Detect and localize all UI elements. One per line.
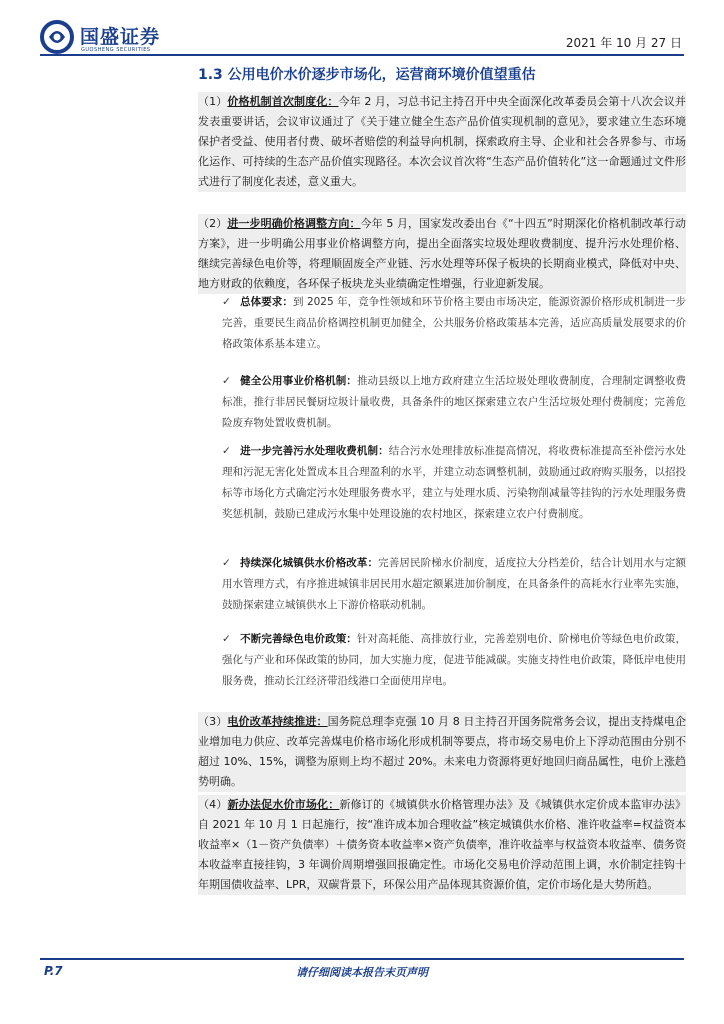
paragraph-price-mechanism bbox=[198, 92, 686, 192]
logo-emblem-icon bbox=[40, 20, 74, 54]
footer-disclaimer: 请仔细阅读本报告末页声明 bbox=[296, 966, 428, 979]
bullet-heading: 总体要求： bbox=[240, 296, 293, 308]
bullet-body: 针对高耗能、高排放行业，完善差别电价、阶梯电价等绿色电价政策，强化与产业和环保政策的协同，加大实施力度，促进节能减碳。实施支持性电价政策，降低岸电使用服务费，推动长江经济带沿线港口全面使用岸电。 bbox=[222, 633, 687, 687]
paragraph-body: 今年 5 月，国家发改委出台《“十四五”时期深化价格机制改革行动方案》，进一步明确公用事业价格调整方向，提出全面落实垃圾处理收费制度、提升污水处理价格、继续完善绿色电价等，将理顺固废全产业链、污水处理等环保子板块的长期商业模式，降低对中央、地方财政的依赖度，各环保子板块龙头业绩确定性增强，行业迎新发展。 bbox=[198, 217, 687, 290]
checkmark-icon: ✓ bbox=[222, 445, 231, 457]
paragraph-electricity-reform bbox=[198, 712, 686, 792]
bullet-water-price-reform bbox=[222, 553, 686, 616]
checkmark-icon: ✓ bbox=[222, 375, 231, 387]
report-date: 2021 年 10 月 27 日 bbox=[565, 36, 682, 50]
paragraph-body: 今年 2 月，习总书记主持召开中央全面深化改革委员会第十八次会议并发表重要讲话，会议审议通过了《关于建立健全生态产品价值实现机制的意见》，要求建立生态环境保护者受益、使用者付费、破坏者赔偿的利益导向机制，探索政府主导、企业和社会各界参与、市场化运作、可持续的生态产品价值实现路径。本次会议首次将“生态产品价值转化”这一命题通过文件形式进行了制度化表述，意义重大。 bbox=[198, 95, 686, 188]
checkmark-icon: ✓ bbox=[222, 633, 231, 645]
logo-subtext: GUOSHENG SECURITIES bbox=[81, 47, 151, 53]
logo-text: 国盛证券 bbox=[80, 26, 161, 48]
bullet-heading: 进一步完善污水处理收费机制： bbox=[240, 445, 389, 457]
bullet-overall-requirement bbox=[222, 292, 686, 355]
paragraph-water-marketization bbox=[198, 795, 686, 895]
bullet-heading: 不断完善绿色电价政策： bbox=[240, 633, 357, 645]
bullet-body: 完善居民阶梯水价制度，适度拉大分档差价，结合计划用水与定额用水管理方式，有序推进城镇非居民用水超定额累进加价制度，在具备条件的高耗水行业率先实施，鼓励探索建立城镇供水上下游价格联动机制。 bbox=[222, 557, 687, 611]
bullet-body: 到 2025 年，竞争性领域和环节价格主要由市场决定，能源资源价格形成机制进一步完善，重要民生商品价格调控机制更加健全，公共服务价格政策基本完善，适应高质量发展要求的价格政策体系基本建立。 bbox=[222, 296, 686, 350]
paragraph-body: 新修订的《城镇供水价格管理办法》及《城镇供水定价成本监审办法》自 2021 年 10 月 1 日起施行，按“准许成本加合理收益”核定城镇供水价格、准许收益率=权益资本收益率×（1－资产负债率）＋债务资本收益率×资产负债率，准许收益率与权益资本收益率、债务资本收益率直接挂钩，3 年调价周期增强回报确定性。市场化交易电价浮动范围上调，水价制定挂钩十年期国债收益率、LPR，双碳背景下，环保公用产品体现其资源价值，定价市场化是大势所趋。 bbox=[198, 798, 687, 891]
header-divider bbox=[40, 54, 684, 56]
paragraph-heading: 进一步明确价格调整方向： bbox=[227, 217, 361, 230]
bullet-body: 推动县级以上地方政府建立生活垃圾处理收费制度，合理制定调整收费标准，推行非居民餐厨垃圾计量收费，具备条件的地区探索建立农户生活垃圾处理付费制度；完善危险废弃物处置收费机制。 bbox=[222, 375, 687, 429]
checkmark-icon: ✓ bbox=[222, 557, 231, 569]
checkmark-icon: ✓ bbox=[222, 296, 231, 308]
paragraph-heading: 电价改革持续推进： bbox=[227, 715, 328, 728]
bullet-heading: 持续深化城镇供水价格改革： bbox=[240, 557, 379, 569]
paragraph-label: （4） bbox=[198, 798, 228, 811]
paragraph-price-adjustment bbox=[198, 214, 686, 294]
paragraph-heading: 新办法促水价市场化： bbox=[227, 798, 340, 811]
bullet-heading: 健全公用事业价格机制： bbox=[240, 375, 357, 387]
paragraph-label: （2） bbox=[198, 217, 228, 230]
paragraph-label: （1） bbox=[198, 95, 228, 108]
bullet-public-utility-pricing bbox=[222, 371, 686, 434]
bullet-green-electricity bbox=[222, 629, 686, 692]
paragraph-label: （3） bbox=[198, 715, 228, 728]
bullet-sewage-fee bbox=[222, 441, 686, 525]
footer-divider bbox=[40, 958, 684, 960]
paragraph-body: 国务院总理李克强 10 月 8 日主持召开国务院常务会议，提出支持煤电企业增加电力供应、改革完善煤电价格市场化形成机制等要点，将市场交易电价上下浮动范围由分别不超过 10%、15%，调整为原则上均不超过 20%。未来电力资源将更好地回归商品属性，电价上涨趋势明确。 bbox=[198, 715, 687, 788]
section-heading: 1.3 公用电价水价逐步市场化，运营商环境价值望重估 bbox=[198, 67, 536, 83]
page-number: P.7 bbox=[44, 964, 63, 978]
paragraph-heading: 价格机制首次制度化： bbox=[227, 95, 339, 108]
bullet-body: 结合污水处理排放标准提高情况，将收费标准提高至补偿污水处理和污泥无害化处置成本且合理盈利的水平，并建立动态调整机制，鼓励通过政府购买服务，以招投标等市场化方式确定污水处理服务费水平，建立与处理水质、污染物削减量等挂钩的污水处理服务费奖惩机制，鼓励已建成污水集中处理设施的农村地区，探索建立农户付费制度。 bbox=[222, 445, 687, 520]
